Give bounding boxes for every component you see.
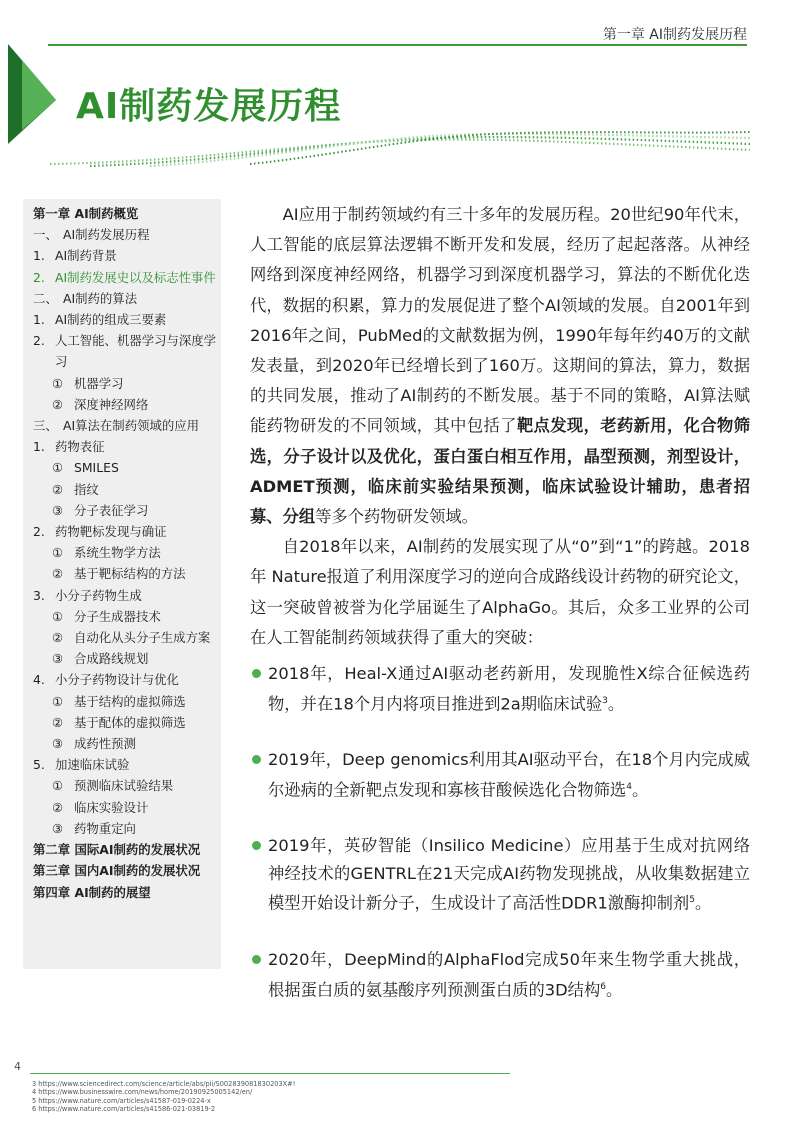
- toc-item[interactable]: [23, 203, 221, 224]
- toc-item[interactable]: [23, 648, 221, 669]
- toc-item[interactable]: [23, 500, 221, 521]
- toc-number: ②: [52, 630, 64, 646]
- toc-item[interactable]: [23, 563, 221, 584]
- toc-item[interactable]: [23, 627, 221, 648]
- list-item: 2020年，DeepMind的AlphaFlod完成50年来生物学重大挑战，根据蛋白质的氨基酸序列预测蛋白质的3D结构$^6$。: [250, 946, 750, 1003]
- toc-number: ①: [52, 778, 64, 794]
- toc-item[interactable]: [23, 818, 221, 839]
- toc-label: 基于结构的虚拟筛选: [74, 693, 186, 709]
- toc-label: AI制药的组成三要素: [55, 312, 167, 328]
- toc-label: AI制药发展史以及标志性事件: [55, 269, 216, 285]
- toc-number: ①: [52, 608, 64, 624]
- footnote: 6 https://www.nature.com/articles/s41586-021-03819-2: [32, 1105, 216, 1114]
- toc-item[interactable]: [23, 797, 221, 818]
- toc-label: 分子表征学习: [74, 502, 149, 518]
- toc-number: 1.: [33, 312, 45, 328]
- toc-number: 二、: [33, 290, 58, 306]
- toc-label: 小分子药物生成: [55, 587, 142, 603]
- toc-item[interactable]: [23, 691, 221, 712]
- toc-item[interactable]: [23, 521, 221, 542]
- toc-item[interactable]: [23, 373, 221, 394]
- toc-item[interactable]: [23, 712, 221, 733]
- toc-number: ①: [52, 545, 64, 561]
- toc-label: 第四章 AI制药的展望: [33, 884, 151, 900]
- toc-item[interactable]: [23, 585, 221, 606]
- toc-number: ②: [52, 396, 64, 412]
- toc-label: 药物靶标发现与确证: [55, 524, 167, 540]
- toc-number: 1.: [33, 439, 45, 455]
- list-item: 2019年，Deep genomics利用其AI驱动平台，在18个月内完成威尔逊病的全新靶点发现和寡核苷酸候选化合物筛选$^4$。: [250, 746, 750, 803]
- toc-item[interactable]: [23, 267, 221, 288]
- toc-number: ③: [52, 502, 64, 518]
- toc-item[interactable]: [23, 733, 221, 754]
- toc-label: 人工智能、机器学习与深度学习: [55, 333, 217, 370]
- toc-number: ②: [52, 799, 64, 815]
- toc-label: SMILES: [74, 460, 119, 476]
- bullet-icon: [252, 669, 261, 678]
- main-text: [250, 200, 750, 653]
- page-number: 4: [14, 1060, 21, 1073]
- toc-label: 第二章 国际AI制药的发展状况: [33, 842, 201, 858]
- toc-item[interactable]: [23, 839, 221, 860]
- toc-item[interactable]: [23, 669, 221, 690]
- list-item: 2018年，Heal-X通过AI驱动老药新用，发现脆性X综合征候选药物，并在18个月内将项目推进到2a期临床试验$^3$。: [250, 660, 750, 717]
- toc-label: 机器学习: [74, 375, 124, 391]
- toc-label: 预测临床试验结果: [74, 778, 174, 794]
- footnote: 5 https://www.nature.com/articles/s41587-019-0224-x: [32, 1096, 211, 1105]
- toc-item[interactable]: [23, 288, 221, 309]
- footnote-rule: [30, 1073, 510, 1074]
- toc-item[interactable]: [23, 415, 221, 436]
- toc-label: 临床实验设计: [74, 799, 149, 815]
- toc-item[interactable]: [23, 479, 221, 500]
- toc-label: 成药性预测: [74, 736, 136, 752]
- toc-number: 3.: [33, 587, 45, 603]
- toc-number: ①: [52, 460, 64, 476]
- toc-sidebar: [23, 199, 221, 969]
- toc-label: 加速临床试验: [55, 757, 130, 773]
- toc-label: AI制药发展历程: [63, 227, 150, 243]
- toc-number: 三、: [33, 418, 58, 434]
- toc-number: 5.: [33, 757, 45, 773]
- toc-number: 2.: [33, 269, 45, 285]
- toc-item[interactable]: [23, 457, 221, 478]
- bullet-icon: [252, 841, 261, 850]
- toc-number: 1.: [33, 248, 45, 264]
- toc-item[interactable]: [23, 394, 221, 415]
- toc-item[interactable]: [23, 542, 221, 563]
- toc-item[interactable]: [23, 245, 221, 266]
- toc-item[interactable]: [23, 224, 221, 245]
- decorative-wave-icon: [50, 128, 750, 168]
- header-rule: [48, 44, 747, 46]
- toc-label: 指纹: [74, 481, 99, 497]
- toc-label: AI制药背景: [55, 248, 117, 264]
- toc-label: 基于靶标结构的方法: [74, 566, 186, 582]
- toc-label: 系统生物学方法: [74, 545, 161, 561]
- toc-label: 药物表征: [55, 439, 105, 455]
- footnotes: [32, 1080, 295, 1114]
- toc-number: ③: [52, 736, 64, 752]
- toc-label: AI制药的算法: [63, 290, 138, 306]
- toc-number: ②: [52, 566, 64, 582]
- toc-label: 小分子药物设计与优化: [55, 672, 179, 688]
- footnote: 3 https://www.sciencedirect.com/science/article/abs/pii/S002839081830203X#!: [32, 1080, 296, 1088]
- toc-number: ②: [52, 714, 64, 730]
- toc-number: 4.: [33, 672, 45, 688]
- bullet-icon: [252, 755, 261, 764]
- paragraph-1: AI应用于制药领域约有三十多年的发展历程。20世纪90年代末，人工智能的底层算法逻辑不断开发和发展，经历了起起落落。从神经网络到深度神经网络，机器学习到深度机器学习，算法的不断优化迭代，数据的积累，算力的发展促进了整个AI领域的发展。自2001年到2016年之间，PubMed的文献数据为例，1990年每年约40万的文献发表量，到2020年已经增长到了160万。这期间的算法，算力，数据的共同发展，推动了AI制药的不断发展。基于不同的策略，AI算法赋能药物研发的不同领域，其中包括了靶点发现，老药新用，化合物筛选，分子设计以及优化，蛋白蛋白相互作用，晶型预测，剂型设计，ADMET预测，临床前实验结果预测，临床试验设计辅助，患者招募、分组等多个药物研发领域。: [250, 205, 750, 527]
- toc-label: 基于配体的虚拟筛选: [74, 714, 186, 730]
- toc-label: 药物重定向: [74, 820, 136, 836]
- toc-number: 2.: [33, 524, 45, 540]
- toc-item[interactable]: [23, 330, 221, 372]
- paragraph-2: 自2018年以来，AI制药的发展实现了从“0”到“1”的跨越。2018年 Nature报道了利用深度学习的逆向合成路线设计药物的研究论文，这一突破曾被誉为化学届诞生了AlphaGo。其后，众多工业界的公司在人工智能制药领域获得了重大的突破：: [250, 537, 750, 647]
- toc-label: AI算法在制药领域的应用: [63, 418, 200, 434]
- toc-item[interactable]: [23, 436, 221, 457]
- list-item: 2019年，英矽智能（Insilico Medicine）应用基于生成对抗网络神经技术的GENTRL在21天完成AI药物发现挑战，从收集数据建立模型开始设计新分子，生成设计了高活性DDR1激酶抑制剂$^5$。: [250, 832, 750, 917]
- toc-number: ②: [52, 481, 64, 497]
- page-title: AI制药发展历程: [76, 86, 342, 127]
- toc-number: ①: [52, 693, 64, 709]
- toc-number: ①: [52, 375, 64, 391]
- toc-label: 合成路线规划: [74, 651, 149, 667]
- bullet-icon: [252, 955, 261, 964]
- toc-number: 一、: [33, 227, 58, 243]
- toc-label: 自动化从头分子生成方案: [74, 630, 211, 646]
- toc-label: 第一章 AI制药概览: [33, 206, 139, 221]
- toc-item[interactable]: [23, 860, 221, 881]
- toc-item[interactable]: [23, 309, 221, 330]
- running-header: 第一章 AI制药发展历程: [602, 27, 747, 43]
- footnote: 4 https://www.businesswire.com/news/home/20190925005142/en/: [32, 1088, 253, 1097]
- toc-item[interactable]: [23, 754, 221, 775]
- toc-number: ③: [52, 651, 64, 667]
- toc-label: 第三章 国内AI制药的发展状况: [33, 863, 201, 879]
- toc-item[interactable]: [23, 882, 221, 903]
- toc-label: 深度神经网络: [74, 396, 149, 412]
- toc-item[interactable]: [23, 606, 221, 627]
- toc-number: 2.: [33, 333, 45, 349]
- toc-label: 分子生成器技术: [74, 608, 161, 624]
- toc-number: ③: [52, 820, 64, 836]
- toc-item[interactable]: [23, 775, 221, 796]
